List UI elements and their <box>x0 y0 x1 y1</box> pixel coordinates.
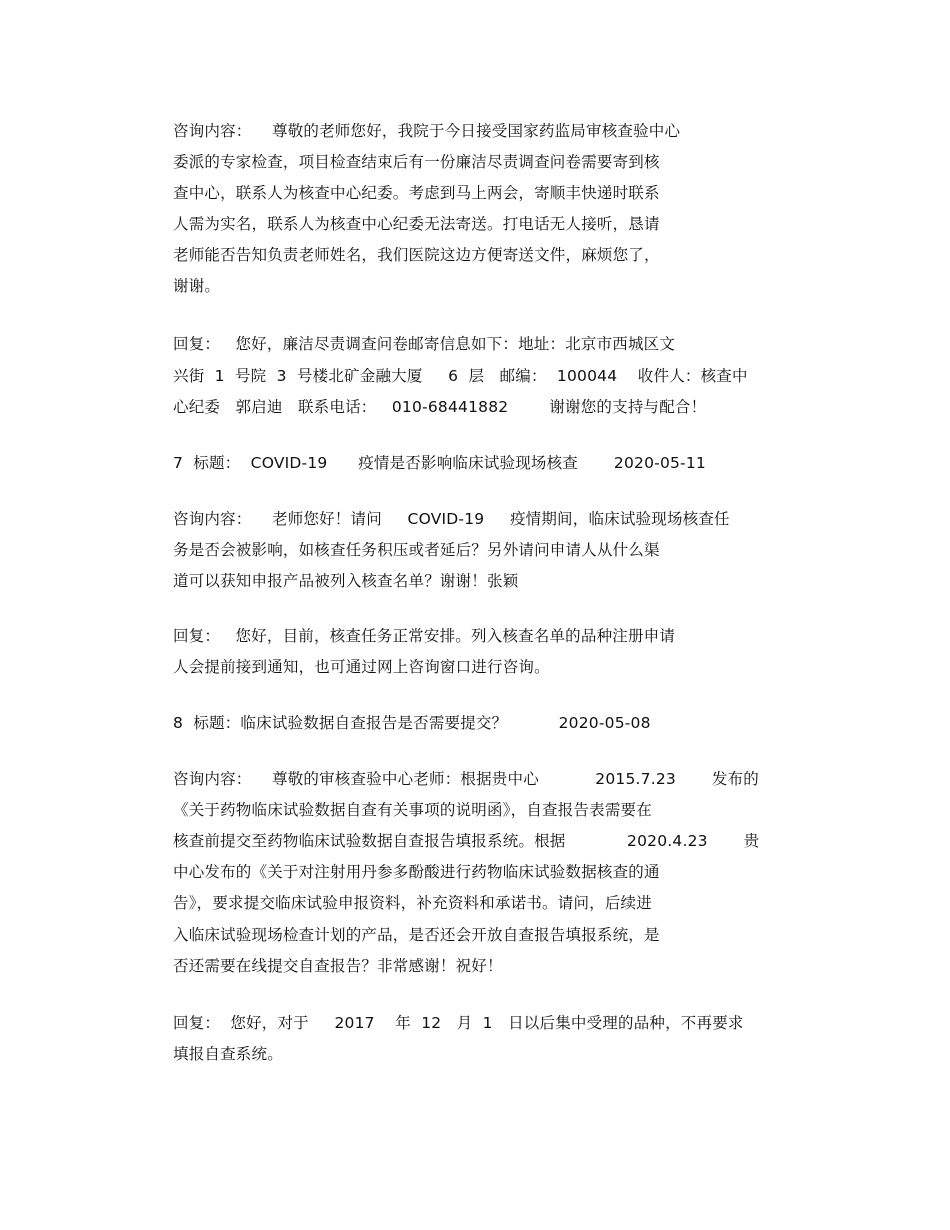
text-line: 核查前提交至药物临床试验数据自查报告填报系统。根据 2020.4.23 贵 <box>173 832 760 850</box>
text-line: 谢谢。 <box>173 277 221 295</box>
text-line: 人需为实名，联系人为核查中心纪委无法寄送。打电话无人接听，恳请 <box>173 215 660 233</box>
text-line: 务是否会被影响，如核查任务积压或者延后？另外请问申请人从什么渠 <box>173 541 660 559</box>
text-line: 否还需要在线提交自查报告？非常感谢！祝好！ <box>173 957 503 975</box>
text-line: 心纪委 郭启迪 联系电话： 010-68441882 谢谢您的支持与配合！ <box>173 398 707 416</box>
text-line: 入临床试验现场检查计划的产品，是否还会开放自查报告填报系统，是 <box>173 926 660 944</box>
text-line: 回复： 您好，对于 2017 年 12 月 1 日以后集中受理的品种，不再要求 <box>173 1014 744 1032</box>
text-line: 咨询内容： 尊敬的老师您好，我院于今日接受国家药监局审核查验中心 <box>173 122 681 140</box>
text-line: 查中心，联系人为核查中心纪委。考虑到马上两会，寄顺丰快递时联系 <box>173 184 660 202</box>
text-line: 咨询内容： 尊敬的审核查验中心老师：根据贵中心 2015.7.23 发布的 <box>173 770 759 788</box>
text-line: 委派的专家检查，项目检查结束后有一份廉洁尽责调查问卷需要寄到核 <box>173 153 660 171</box>
text-line: 道可以获知申报产品被列入核查名单？谢谢！张颖 <box>173 572 519 590</box>
text-line: 中心发布的《关于对注射用丹参多酚酸进行药物临床试验数据核查的通 <box>173 863 660 881</box>
text-line: 告》，要求提交临床试验申报资料，补充资料和承诺书。请问，后续进 <box>173 894 652 912</box>
text-line: 《关于药物临床试验数据自查有关事项的说明函》，自查报告表需要在 <box>173 801 652 819</box>
text-line: 回复： 您好，廉洁尽责调查问卷邮寄信息如下：地址：北京市西城区文 <box>173 335 676 353</box>
text-line: 填报自查系统。 <box>173 1045 283 1063</box>
text-line: 人会提前接到通知，也可通过网上咨询窗口进行咨询。 <box>173 658 550 676</box>
text-line: 咨询内容： 老师您好！请问 COVID-19 疫情期间，临床试验现场核查任 <box>173 510 730 528</box>
text-line: 8 标题：临床试验数据自查报告是否需要提交？ 2020-05-08 <box>173 714 651 732</box>
text-line: 回复： 您好，目前，核查任务正常安排。列入核查名单的品种注册申请 <box>173 627 676 645</box>
text-line: 兴街 1 号院 3 号楼北矿金融大厦 6 层 邮编： 100044 收件人：核查中 <box>173 367 748 385</box>
text-line: 7 标题： COVID-19 疫情是否影响临床试验现场核查 2020-05-11 <box>173 454 706 472</box>
text-line: 老师能否告知负责老师姓名，我们医院这边方便寄送文件，麻烦您了， <box>173 246 660 264</box>
